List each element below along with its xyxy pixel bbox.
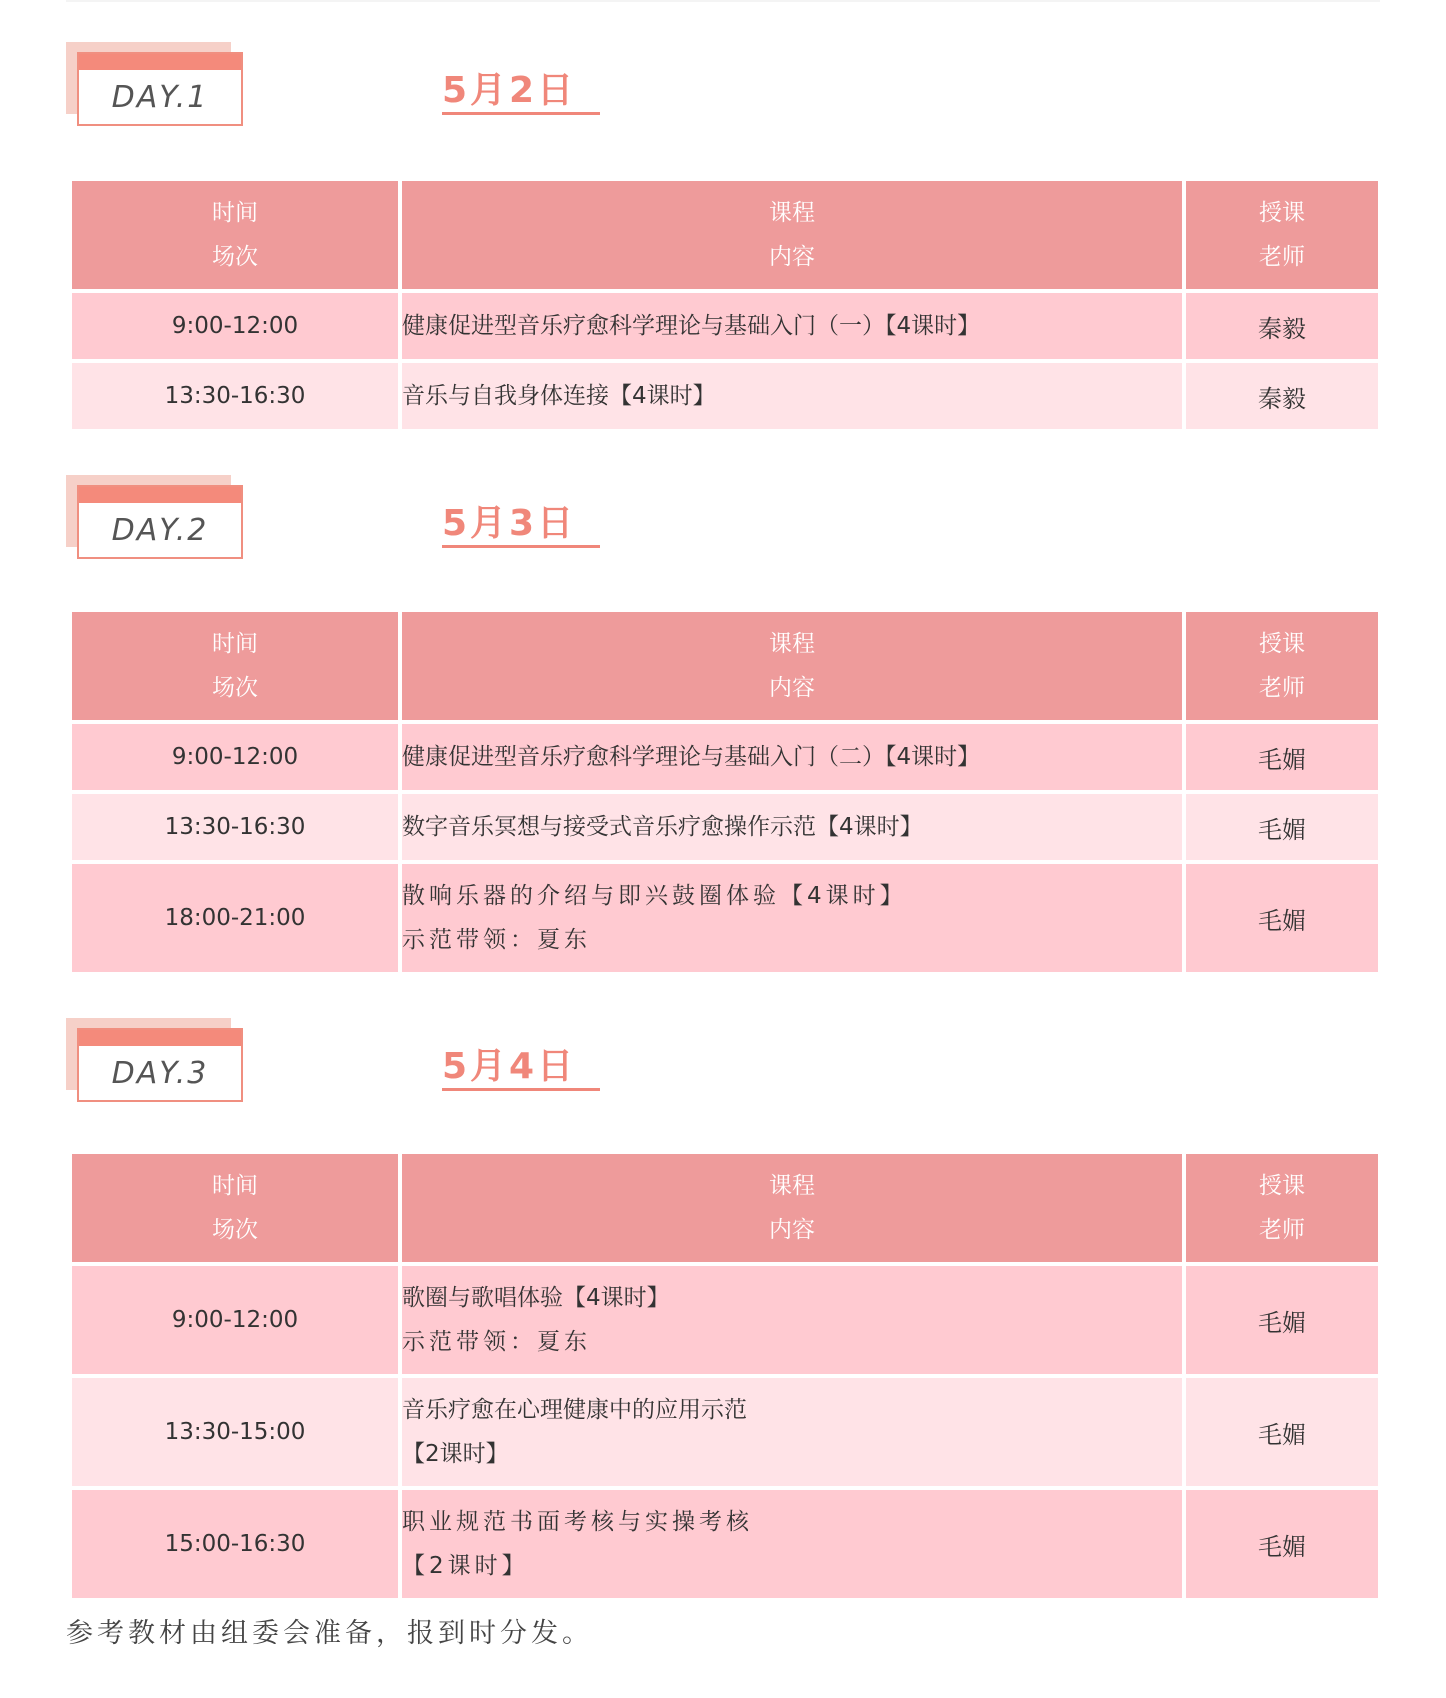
badge-accent-bar bbox=[79, 487, 241, 503]
header-course: 课程 内容 bbox=[402, 1154, 1182, 1262]
badge-accent-bar bbox=[79, 54, 241, 70]
teacher-name: 毛媚 bbox=[1186, 794, 1378, 860]
session-time: 9:00-12:00 bbox=[72, 724, 398, 790]
course-hours: 【2课时】 bbox=[402, 1553, 529, 1579]
table-row bbox=[72, 864, 1378, 972]
header-course: 课程 内容 bbox=[402, 181, 1182, 289]
course-content: 音乐与自我身体连接【4课时】 bbox=[402, 363, 1182, 429]
table-row bbox=[72, 794, 1378, 860]
schedule-table-day-3 bbox=[68, 1150, 1382, 1602]
header-course: 课程 内容 bbox=[402, 612, 1182, 720]
table-row bbox=[72, 363, 1378, 429]
course-demo-leader: 示范带领：夏东 bbox=[402, 1329, 591, 1355]
table-header-row bbox=[72, 612, 1378, 720]
badge-box bbox=[77, 485, 243, 559]
day-date: 5月2日 bbox=[442, 70, 600, 115]
header-time: 时间 场次 bbox=[72, 181, 398, 289]
course-content: 数字音乐冥想与接受式音乐疗愈操作示范【4课时】 bbox=[402, 794, 1182, 860]
teacher-name: 秦毅 bbox=[1186, 293, 1378, 359]
footer-note: 参考教材由组委会准备，报到时分发。 bbox=[66, 1618, 593, 1649]
course-content: 健康促进型音乐疗愈科学理论与基础入门（二）【4课时】 bbox=[402, 724, 1182, 790]
session-time: 9:00-12:00 bbox=[72, 293, 398, 359]
table-header-row bbox=[72, 181, 1378, 289]
day-date: 5月4日 bbox=[442, 1046, 600, 1091]
table-row bbox=[72, 293, 1378, 359]
teacher-name: 毛媚 bbox=[1186, 724, 1378, 790]
teacher-name: 毛媚 bbox=[1186, 1490, 1378, 1598]
course-hours: 【2课时】 bbox=[402, 1441, 509, 1467]
day-label: DAY.1 bbox=[111, 80, 209, 115]
schedule-table-day-2 bbox=[68, 608, 1382, 976]
day-label: DAY.2 bbox=[111, 513, 209, 548]
day-label: DAY.3 bbox=[111, 1056, 209, 1091]
table-row bbox=[72, 1266, 1378, 1374]
teacher-name: 毛媚 bbox=[1186, 1378, 1378, 1486]
teacher-name: 秦毅 bbox=[1186, 363, 1378, 429]
course-content: 散响乐器的介绍与即兴鼓圈体验【4课时】 示范带领：夏东 bbox=[402, 864, 1182, 972]
day-badge bbox=[66, 475, 246, 563]
badge-accent-bar bbox=[79, 1030, 241, 1046]
course-content: 歌圈与歌唱体验【4课时】 示范带领：夏东 bbox=[402, 1266, 1182, 1374]
day-badge bbox=[66, 42, 246, 130]
badge-box bbox=[77, 52, 243, 126]
day-badge bbox=[66, 1018, 246, 1106]
badge-box bbox=[77, 1028, 243, 1102]
session-time: 15:00-16:30 bbox=[72, 1490, 398, 1598]
table-row bbox=[72, 1490, 1378, 1598]
header-time: 时间 场次 bbox=[72, 1154, 398, 1262]
day-date: 5月3日 bbox=[442, 503, 600, 548]
table-row bbox=[72, 724, 1378, 790]
course-content: 音乐疗愈在心理健康中的应用示范 【2课时】 bbox=[402, 1378, 1182, 1486]
course-demo-leader: 示范带领：夏东 bbox=[402, 927, 591, 953]
table-header-row bbox=[72, 1154, 1378, 1262]
header-teacher: 授课 老师 bbox=[1186, 181, 1378, 289]
course-content: 健康促进型音乐疗愈科学理论与基础入门（一）【4课时】 bbox=[402, 293, 1182, 359]
session-time: 9:00-12:00 bbox=[72, 1266, 398, 1374]
course-content: 职业规范书面考核与实操考核 【2课时】 bbox=[402, 1490, 1182, 1598]
header-time: 时间 场次 bbox=[72, 612, 398, 720]
session-time: 13:30-15:00 bbox=[72, 1378, 398, 1486]
schedule-table-day-1 bbox=[68, 177, 1382, 433]
teacher-name: 毛媚 bbox=[1186, 864, 1378, 972]
header-teacher: 授课 老师 bbox=[1186, 1154, 1378, 1262]
header-teacher: 授课 老师 bbox=[1186, 612, 1378, 720]
session-time: 13:30-16:30 bbox=[72, 794, 398, 860]
session-time: 18:00-21:00 bbox=[72, 864, 398, 972]
top-divider bbox=[66, 0, 1380, 2]
session-time: 13:30-16:30 bbox=[72, 363, 398, 429]
table-row bbox=[72, 1378, 1378, 1486]
teacher-name: 毛媚 bbox=[1186, 1266, 1378, 1374]
